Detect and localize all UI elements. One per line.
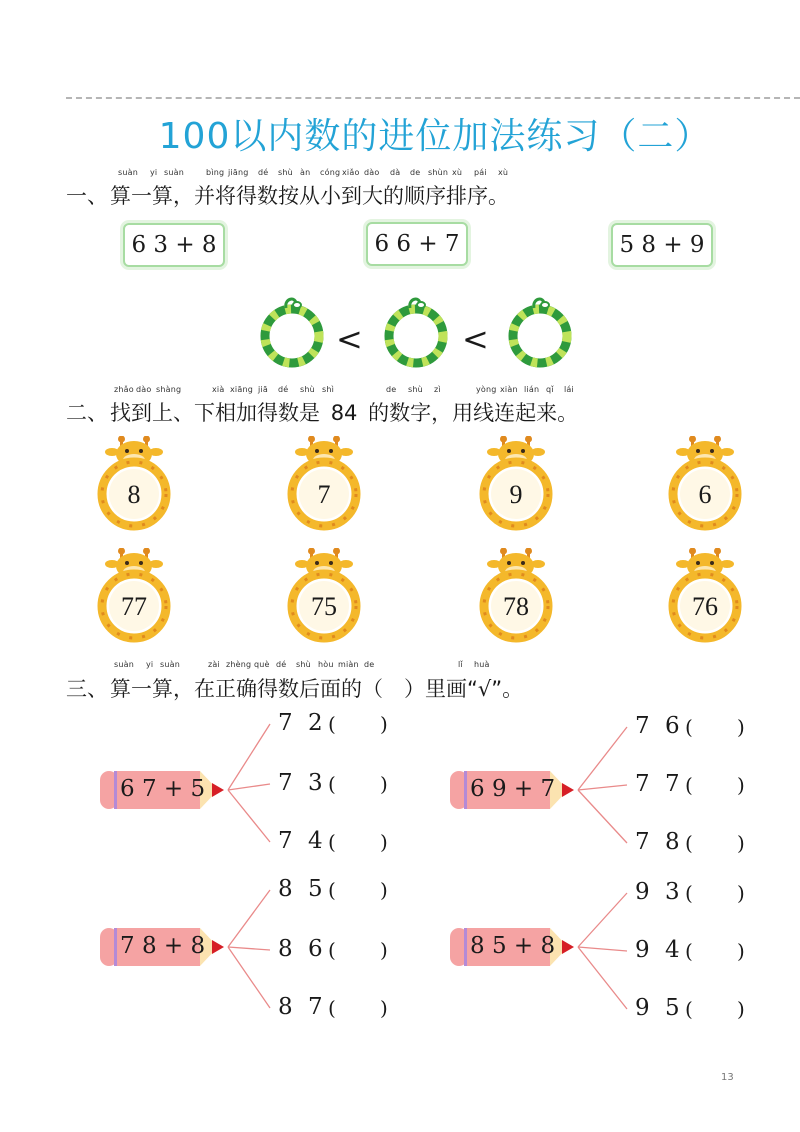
- pinyin-syllable: dào: [136, 385, 152, 394]
- section-text: 的数字，用线连起来。: [368, 401, 579, 425]
- answer-paren-close[interactable]: ): [737, 997, 745, 1021]
- answer-option: 7 2: [278, 710, 327, 736]
- answer-paren-close[interactable]: ): [737, 773, 745, 797]
- less-than-sign: <: [462, 320, 489, 358]
- answer-option: 7 6: [635, 713, 684, 739]
- giraffe-number: 8: [127, 480, 141, 509]
- answer-paren-close[interactable]: ): [380, 878, 388, 902]
- answer-option: 9 5: [635, 995, 684, 1021]
- pinyin-syllable: zài: [208, 660, 220, 669]
- giraffe-ring[interactable]: [286, 548, 362, 648]
- pinyin-syllable: suàn: [160, 660, 181, 669]
- answer-option: 7 3: [278, 770, 327, 796]
- answer-option: 7 4: [278, 828, 327, 854]
- pinyin-syllable: bìng: [206, 168, 225, 177]
- giraffe-ring[interactable]: [478, 548, 554, 648]
- section-number: 一、: [66, 184, 108, 208]
- connector-line: [578, 893, 627, 947]
- answer-paren-open[interactable]: (: [328, 830, 336, 854]
- pinyin-syllable: de: [410, 168, 421, 177]
- section-number: 三、: [66, 677, 108, 701]
- page-title: 100以内数的进位加法练习（二）: [158, 116, 712, 157]
- pinyin-syllable: dào: [364, 168, 380, 177]
- pinyin-syllable: de: [386, 385, 397, 394]
- pinyin-syllable: shùn: [428, 168, 449, 177]
- answer-ring[interactable]: [380, 294, 452, 366]
- answer-option: 9 3: [635, 879, 684, 905]
- less-than-sign: <: [336, 320, 363, 358]
- pinyin-syllable: miàn: [338, 660, 359, 669]
- giraffe-ring[interactable]: [286, 436, 362, 536]
- pinyin-syllable: dé: [278, 385, 289, 394]
- section-text: 找到上、下相加得数是: [110, 401, 320, 425]
- answer-paren-open[interactable]: (: [328, 878, 336, 902]
- pinyin-syllable: xià: [212, 385, 225, 394]
- answer-paren-close[interactable]: ): [737, 831, 745, 855]
- answer-paren-open[interactable]: (: [685, 881, 693, 905]
- pinyin-syllable: shù: [300, 385, 315, 394]
- pinyin-syllable: zhèng: [226, 660, 252, 669]
- pinyin-syllable: àn: [300, 168, 311, 177]
- answer-paren-open[interactable]: (: [685, 831, 693, 855]
- answer-ring[interactable]: [256, 294, 328, 366]
- answer-paren-open[interactable]: (: [685, 939, 693, 963]
- pinyin-syllable: yi: [150, 168, 158, 177]
- answer-paren-close[interactable]: ): [380, 712, 388, 736]
- answer-ring[interactable]: [504, 294, 576, 366]
- pinyin-syllable: huà: [474, 660, 490, 669]
- connector-line: [578, 785, 627, 790]
- pinyin-syllable: suàn: [114, 660, 135, 669]
- section3-heading: [66, 673, 523, 703]
- page-number: 13: [721, 1072, 734, 1083]
- pinyin-syllable: suàn: [164, 168, 185, 177]
- pencil-expression: 8 5 + 8: [470, 933, 556, 959]
- giraffe-ring[interactable]: [96, 548, 172, 648]
- giraffe-ring[interactable]: [478, 436, 554, 536]
- pinyin-syllable: xiāng: [230, 385, 254, 394]
- answer-paren-open[interactable]: (: [328, 996, 336, 1020]
- pencil-expression: 6 9 + 7: [470, 776, 556, 802]
- giraffe-ring[interactable]: [667, 436, 743, 536]
- answer-paren-open[interactable]: (: [328, 772, 336, 796]
- pinyin-syllable: qǐ: [546, 385, 554, 394]
- pinyin-syllable: yòng: [476, 385, 497, 394]
- expression-box: 6 6 + 7: [366, 222, 468, 266]
- pinyin-syllable: dé: [276, 660, 287, 669]
- connector-line: [578, 727, 627, 790]
- section-number: 二、: [66, 401, 108, 425]
- pinyin-syllable: shì: [322, 385, 335, 394]
- pinyin-syllable: hòu: [318, 660, 334, 669]
- answer-option: 8 6: [278, 936, 327, 962]
- giraffe-ring[interactable]: [667, 548, 743, 648]
- pinyin-syllable: què: [254, 660, 270, 669]
- connector-line: [578, 947, 627, 951]
- answer-paren-open[interactable]: (: [685, 997, 693, 1021]
- pencil-expression: 7 8 + 8: [120, 933, 206, 959]
- answer-paren-close[interactable]: ): [737, 881, 745, 905]
- pinyin-syllable: xiǎo: [342, 168, 360, 177]
- answer-paren-close[interactable]: ): [380, 772, 388, 796]
- answer-option: 9 4: [635, 937, 684, 963]
- pinyin-syllable: de: [364, 660, 375, 669]
- answer-paren-open[interactable]: (: [685, 773, 693, 797]
- pinyin-syllable: yi: [146, 660, 154, 669]
- giraffe-number: 77: [121, 592, 147, 621]
- pinyin-syllable: jiā: [258, 385, 268, 394]
- pinyin-syllable: xù: [452, 168, 463, 177]
- pinyin-syllable: shù: [296, 660, 311, 669]
- section2-heading: [66, 397, 578, 427]
- pinyin-syllable: lǐ: [458, 660, 463, 669]
- answer-option: 8 5: [278, 876, 327, 902]
- connector-line: [578, 947, 627, 1009]
- answer-paren-close[interactable]: ): [737, 715, 745, 739]
- pinyin-syllable: zì: [434, 385, 441, 394]
- answer-option: 8 7: [278, 994, 327, 1020]
- answer-paren-open[interactable]: (: [685, 715, 693, 739]
- answer-paren-close[interactable]: ): [737, 939, 745, 963]
- section1-heading: [66, 180, 509, 210]
- pinyin-syllable: cóng: [320, 168, 341, 177]
- pinyin-syllable: lián: [524, 385, 540, 394]
- pinyin-syllable: dà: [390, 168, 401, 177]
- target-number: 84: [330, 401, 358, 425]
- answer-paren-open[interactable]: (: [328, 712, 336, 736]
- expression-box: 5 8 + 9: [611, 223, 713, 267]
- pinyin-syllable: lái: [564, 385, 574, 394]
- section-text: 算一算，并将得数按从小到大的顺序排序。: [110, 184, 509, 208]
- pinyin-syllable: pái: [474, 168, 487, 177]
- pinyin-syllable: zhǎo: [114, 385, 134, 394]
- giraffe-ring[interactable]: [96, 436, 172, 536]
- expression-box: 6 3 + 8: [123, 223, 225, 267]
- giraffe-number: 6: [698, 480, 712, 509]
- connector-line: [578, 790, 627, 843]
- giraffe-number: 9: [509, 480, 523, 509]
- pinyin-syllable: shù: [408, 385, 423, 394]
- pinyin-syllable: dé: [258, 168, 269, 177]
- pinyin-syllable: suàn: [118, 168, 139, 177]
- pinyin-syllable: shù: [278, 168, 293, 177]
- answer-option: 7 7: [635, 771, 684, 797]
- pinyin-syllable: xù: [498, 168, 509, 177]
- giraffe-number: 75: [311, 592, 337, 621]
- header-divider: [66, 97, 800, 99]
- giraffe-number: 76: [692, 592, 718, 621]
- pinyin-syllable: xiàn: [500, 385, 518, 394]
- answer-paren-close[interactable]: ): [380, 830, 388, 854]
- giraffe-number: 78: [503, 592, 529, 621]
- answer-paren-close[interactable]: ): [380, 938, 388, 962]
- pencil-expression: 6 7 + 5: [120, 776, 206, 802]
- answer-paren-close[interactable]: ): [380, 996, 388, 1020]
- section-text: 算一算，在正确得数后面的（ ）里画“√”。: [110, 677, 524, 701]
- answer-option: 7 8: [635, 829, 684, 855]
- pinyin-syllable: shàng: [156, 385, 182, 394]
- pinyin-syllable: jiāng: [228, 168, 249, 177]
- answer-paren-open[interactable]: (: [328, 938, 336, 962]
- giraffe-number: 7: [317, 480, 331, 509]
